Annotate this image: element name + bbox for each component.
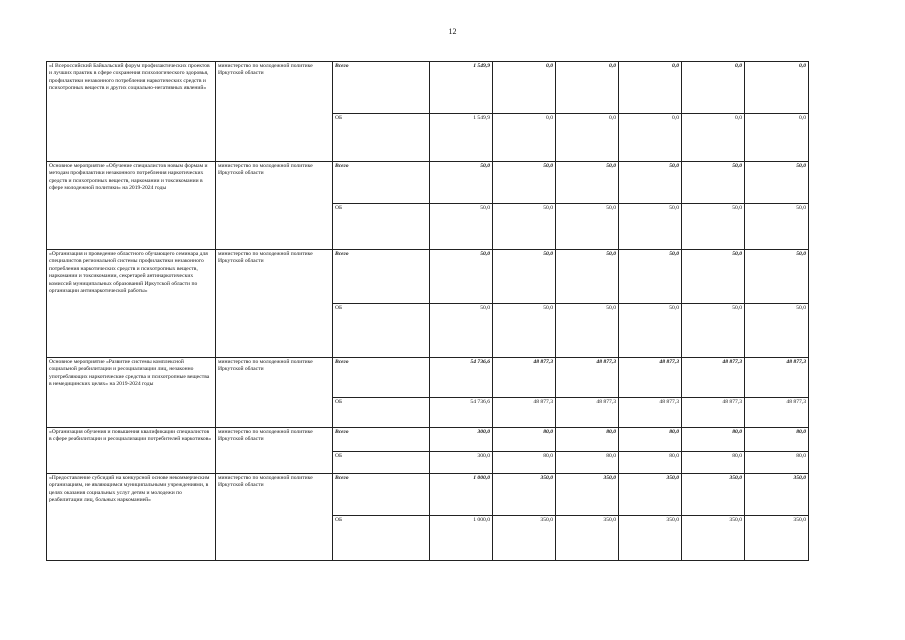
total-value-cell: 1 000,0 (430, 474, 493, 516)
activity-name-cell: Основное мероприятие «Развитие системы комплексной социальной реабилитации и ресоциализации лиц, незаконно употребляющих наркотические средства и психотропные вещества в немедицинских целях» на 2019-2024 годы (47, 358, 216, 428)
total-value-cell: 350,0 (745, 474, 809, 516)
ob-value-cell: 50,0 (619, 204, 682, 250)
total-value-cell: 50,0 (493, 162, 556, 204)
funding-source-ob-cell: ОБ (333, 204, 430, 250)
total-value-cell: 0,0 (493, 62, 556, 114)
ob-value-cell: 54 736,6 (430, 398, 493, 428)
activity-name-cell: Основное мероприятие «Обучение специалистов новым формам и методам профилактики незаконного потребления наркотических средств и психотропных веществ, наркомании и токсикомании в сфере молодежной политики» на 2019-2024 годы (47, 162, 216, 250)
ob-value-cell: 50,0 (745, 204, 809, 250)
total-value-cell: 350,0 (556, 474, 619, 516)
ob-value-cell: 1 000,0 (430, 516, 493, 561)
total-value-cell: 48 877,3 (556, 358, 619, 398)
activity-name-cell: «I Всероссийский Байкальский форум профилактических проектов и лучших практик в сфере сохранения психологического здоровья, профилактики незаконного потребления наркотических средств и психотропных веществ и других социально-негативных явлений» (47, 62, 216, 162)
total-value-cell: 300,0 (430, 428, 493, 452)
total-value-cell: 50,0 (745, 250, 809, 304)
ob-value-cell: 80,0 (493, 452, 556, 474)
funding-source-ob-cell: ОБ (333, 398, 430, 428)
ob-value-cell: 80,0 (682, 452, 745, 474)
funding-source-ob-cell: ОБ (333, 304, 430, 358)
total-value-cell: 80,0 (556, 428, 619, 452)
ob-value-cell: 48 877,3 (619, 398, 682, 428)
ob-value-cell: 50,0 (493, 304, 556, 358)
ob-value-cell: 350,0 (619, 516, 682, 561)
total-value-cell: 50,0 (430, 162, 493, 204)
funding-source-ob-cell: ОБ (333, 516, 430, 561)
ob-value-cell: 80,0 (556, 452, 619, 474)
ob-value-cell: 0,0 (619, 114, 682, 162)
total-value-cell: 350,0 (682, 474, 745, 516)
ob-value-cell: 350,0 (682, 516, 745, 561)
total-value-cell: 50,0 (682, 250, 745, 304)
total-value-cell: 50,0 (745, 162, 809, 204)
ob-value-cell: 50,0 (556, 304, 619, 358)
total-value-cell: 0,0 (745, 62, 809, 114)
executor-cell: министерство по молодежной политике Иркутской области (216, 162, 333, 250)
ob-value-cell: 0,0 (682, 114, 745, 162)
ob-value-cell: 50,0 (682, 304, 745, 358)
total-value-cell: 80,0 (493, 428, 556, 452)
ob-value-cell: 48 877,3 (556, 398, 619, 428)
ob-value-cell: 80,0 (745, 452, 809, 474)
activity-name-cell: «Организация и проведение областного обучающего семинара для специалистов региональной системы профилактики незаконного потребления наркотических средств и психотропных веществ, наркомании и токсикомании, секретарей антинаркотических комиссий муниципальных образований Иркутской области по организации антинаркотической работы» (47, 250, 216, 358)
ob-value-cell: 80,0 (619, 452, 682, 474)
executor-cell: министерство по молодежной политике Иркутской области (216, 250, 333, 358)
funding-source-total-cell: Всего (333, 162, 430, 204)
ob-value-cell: 350,0 (745, 516, 809, 561)
total-value-cell: 80,0 (682, 428, 745, 452)
executor-cell: министерство по молодежной политике Иркутской области (216, 474, 333, 561)
table-row (47, 162, 809, 204)
ob-value-cell: 48 877,3 (745, 398, 809, 428)
executor-cell: министерство по молодежной политике Иркутской области (216, 428, 333, 474)
ob-value-cell: 50,0 (619, 304, 682, 358)
funding-source-ob-cell: ОБ (333, 114, 430, 162)
ob-value-cell: 0,0 (556, 114, 619, 162)
page-number: 12 (448, 27, 457, 36)
activity-name-cell: «Предоставление субсидий на конкурсной основе некоммерческим организациям, не являющимся муниципальными учреждениями, в целях оказания социальных услуг детям и молодежи по реабилитации лиц, больных наркоманией» (47, 474, 216, 561)
total-value-cell: 1 549,9 (430, 62, 493, 114)
total-value-cell: 50,0 (682, 162, 745, 204)
ob-value-cell: 50,0 (430, 204, 493, 250)
total-value-cell: 54 736,6 (430, 358, 493, 398)
total-value-cell: 48 877,3 (619, 358, 682, 398)
ob-value-cell: 50,0 (430, 304, 493, 358)
ob-value-cell: 350,0 (493, 516, 556, 561)
table-row (47, 428, 809, 452)
table-row (47, 62, 809, 114)
funding-source-ob-cell: ОБ (333, 452, 430, 474)
total-value-cell: 0,0 (619, 62, 682, 114)
total-value-cell: 50,0 (619, 162, 682, 204)
ob-value-cell: 48 877,3 (493, 398, 556, 428)
ob-value-cell: 1 549,9 (430, 114, 493, 162)
total-value-cell: 0,0 (556, 62, 619, 114)
total-value-cell: 50,0 (556, 250, 619, 304)
ob-value-cell: 50,0 (745, 304, 809, 358)
ob-value-cell: 300,0 (430, 452, 493, 474)
table-row (47, 250, 809, 304)
total-value-cell: 50,0 (493, 250, 556, 304)
activity-name-cell: «Организация обучения и повышения квалификации специалистов в сфере реабилитации и ресоциализации потребителей наркотиков» (47, 428, 216, 474)
total-value-cell: 50,0 (430, 250, 493, 304)
executor-cell: министерство по молодежной политике Иркутской области (216, 358, 333, 428)
total-value-cell: 350,0 (493, 474, 556, 516)
funding-source-total-cell: Всего (333, 62, 430, 114)
total-value-cell: 0,0 (682, 62, 745, 114)
funding-source-total-cell: Всего (333, 250, 430, 304)
ob-value-cell: 0,0 (745, 114, 809, 162)
ob-value-cell: 350,0 (556, 516, 619, 561)
ob-value-cell: 48 877,3 (682, 398, 745, 428)
table-row (47, 358, 809, 398)
funding-source-total-cell: Всего (333, 474, 430, 516)
total-value-cell: 48 877,3 (682, 358, 745, 398)
budget-table (46, 61, 809, 561)
executor-cell: министерство по молодежной политике Иркутской области (216, 62, 333, 162)
total-value-cell: 50,0 (556, 162, 619, 204)
ob-value-cell: 50,0 (682, 204, 745, 250)
total-value-cell: 350,0 (619, 474, 682, 516)
total-value-cell: 50,0 (619, 250, 682, 304)
table-row (47, 474, 809, 516)
ob-value-cell: 0,0 (493, 114, 556, 162)
total-value-cell: 80,0 (745, 428, 809, 452)
total-value-cell: 48 877,3 (493, 358, 556, 398)
total-value-cell: 80,0 (619, 428, 682, 452)
funding-source-total-cell: Всего (333, 428, 430, 452)
ob-value-cell: 50,0 (493, 204, 556, 250)
ob-value-cell: 50,0 (556, 204, 619, 250)
funding-source-total-cell: Всего (333, 358, 430, 398)
total-value-cell: 48 877,3 (745, 358, 809, 398)
